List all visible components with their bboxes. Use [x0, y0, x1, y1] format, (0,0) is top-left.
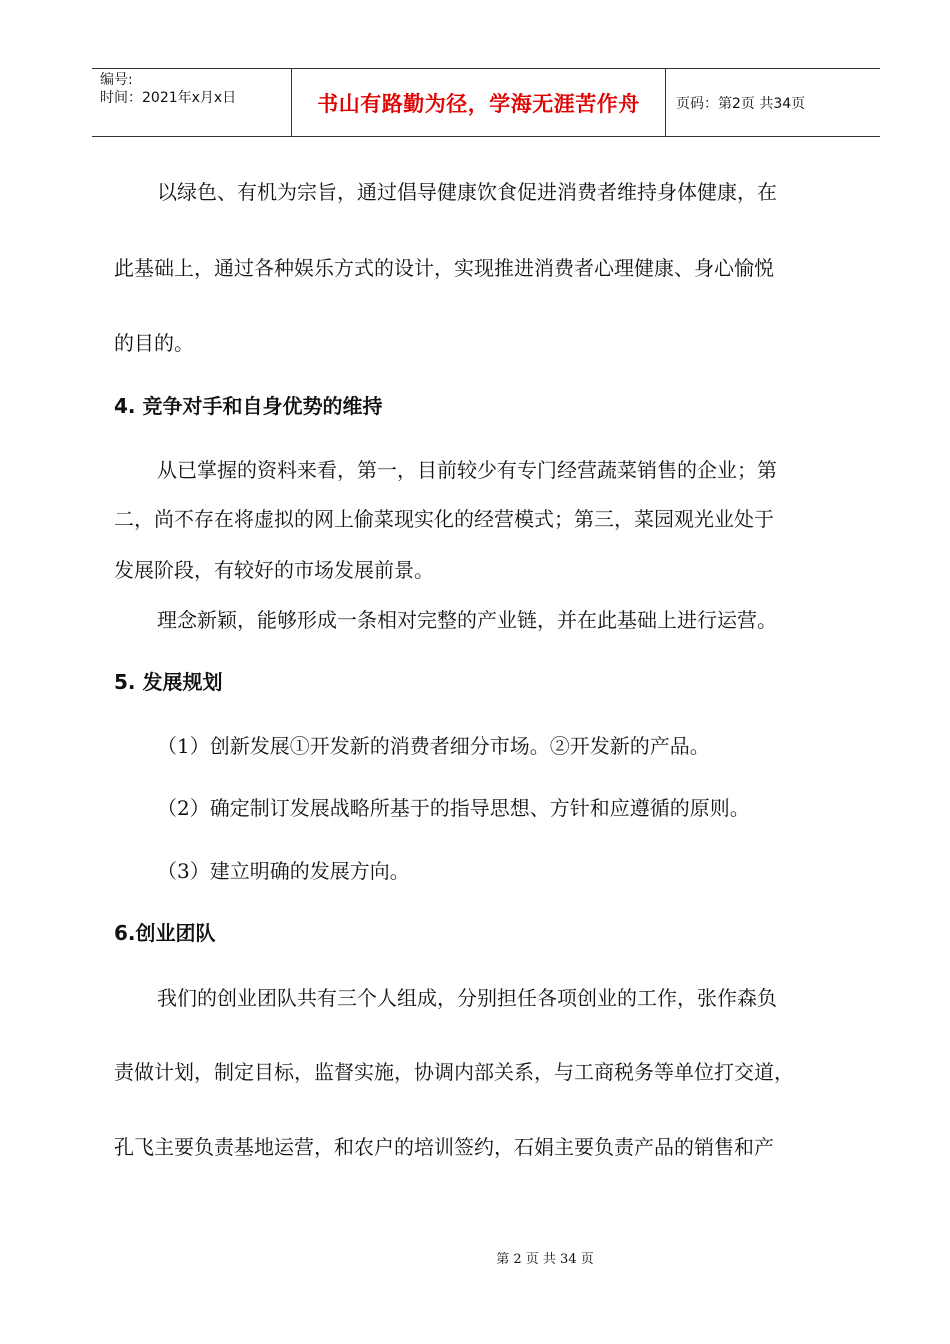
paragraph-line: 此基础上，通过各种娱乐方式的设计，实现推进消费者心理健康、身心愉悦	[114, 256, 774, 280]
list-item: （2）确定制订发展战略所基于的指导思想、方针和应遵循的原则。	[157, 796, 750, 820]
paragraph-line: 责做计划，制定目标，监督实施，协调内部关系，与工商税务等单位打交道，	[114, 1060, 794, 1084]
section-heading-5: 5. 发展规划	[114, 670, 223, 694]
page-header	[92, 68, 880, 137]
list-item: （1）创新发展①开发新的消费者细分市场。②开发新的产品。	[157, 734, 710, 758]
header-page-label: 页码：第2页 共34页	[676, 95, 806, 112]
serial-label: 编号:	[100, 72, 133, 88]
paragraph-line: 孔飞主要负责基地运营，和农户的培训签约，石娟主要负责产品的销售和产	[114, 1135, 774, 1159]
paragraph-line: 我们的创业团队共有三个人组成，分别担任各项创业的工作，张作森负	[157, 986, 777, 1010]
paragraph-line: 发展阶段，有较好的市场发展前景。	[114, 558, 434, 582]
section-heading-6: 6.创业团队	[114, 921, 216, 945]
paragraph-line: 的目的。	[114, 331, 194, 355]
paragraph-line: 理念新颖，能够形成一条相对完整的产业链，并在此基础上进行运营。	[157, 608, 777, 632]
paragraph-line: 从已掌握的资料来看，第一，目前较少有专门经营蔬菜销售的企业；第	[157, 458, 777, 482]
section-heading-4: 4. 竞争对手和自身优势的维持	[114, 394, 383, 418]
list-item: （3）建立明确的发展方向。	[157, 859, 410, 883]
header-meta	[92, 69, 292, 136]
paragraph-line: 二，尚不存在将虚拟的网上偷菜现实化的经营模式；第三，菜园观光业处于	[114, 507, 774, 531]
header-motto: 书山有路勤为径，学海无涯苦作舟	[292, 69, 666, 136]
time-label: 时间：2021年x月x日	[100, 90, 237, 106]
paragraph-line: 以绿色、有机为宗旨，通过倡导健康饮食促进消费者维持身体健康，在	[157, 180, 777, 204]
page-footer: 第 2 页 共 34 页	[496, 1252, 594, 1267]
